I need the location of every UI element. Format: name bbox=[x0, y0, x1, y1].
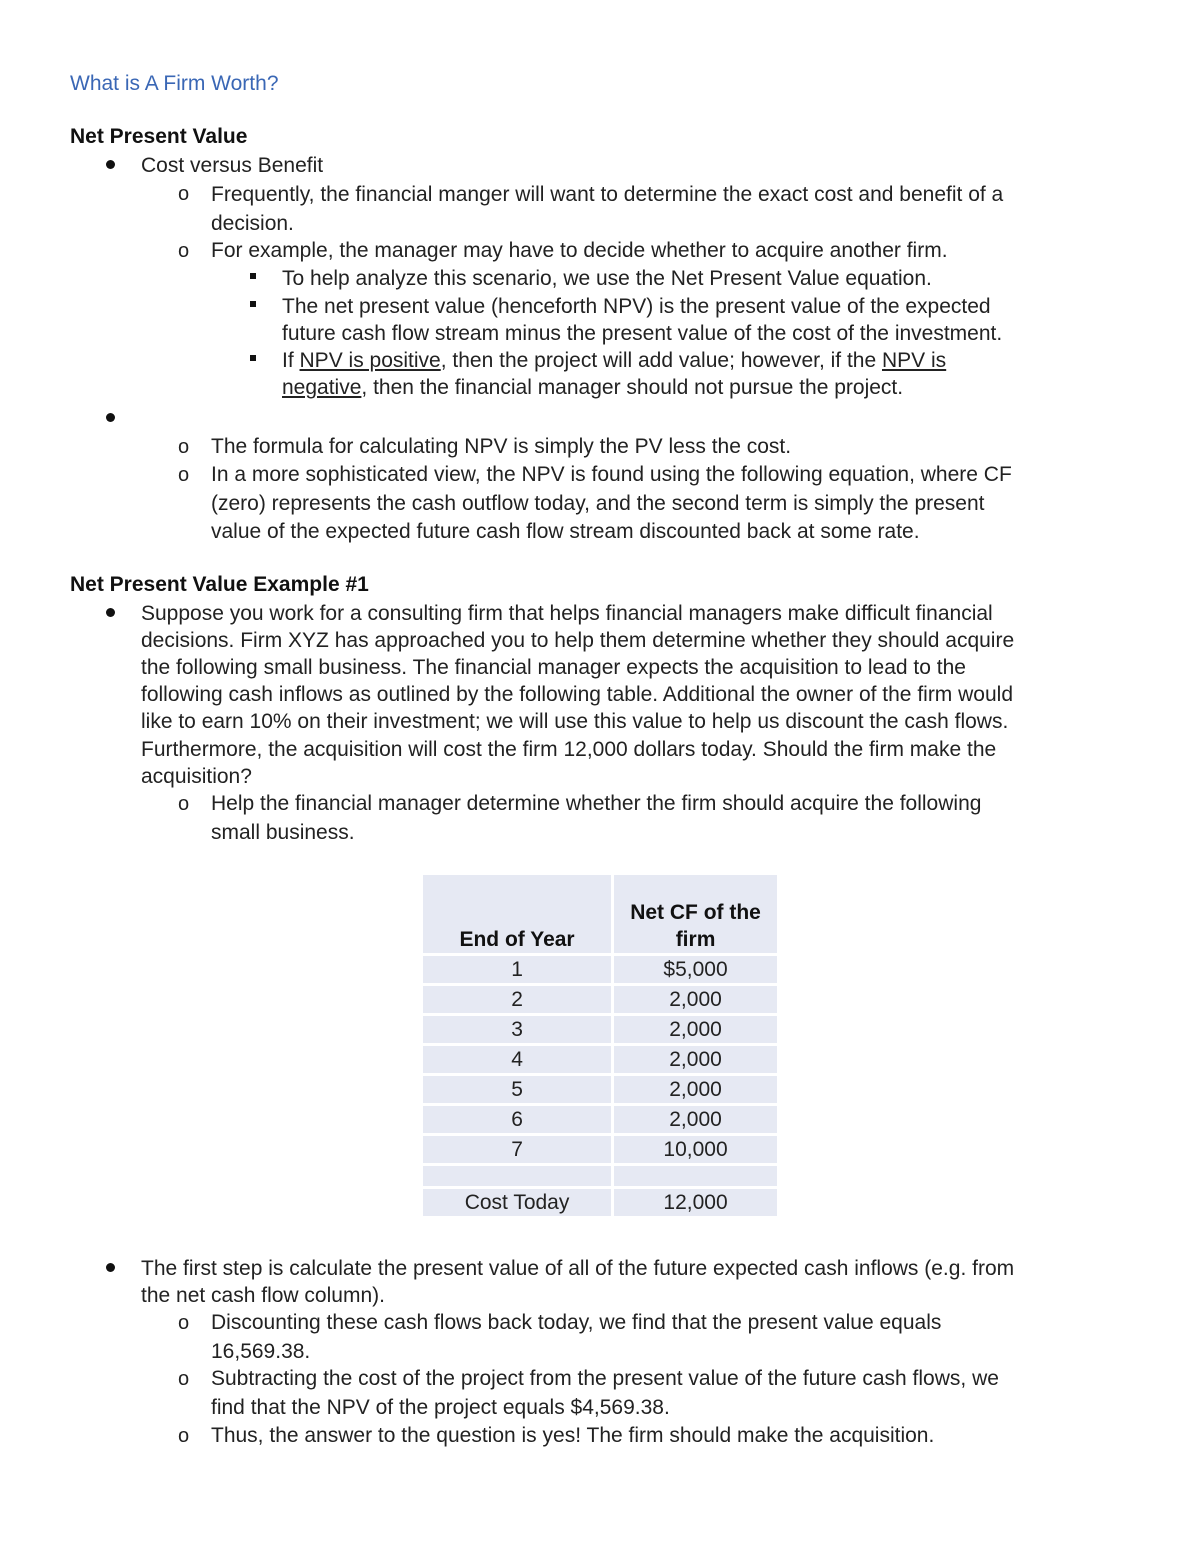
underlined-text: NPV is bbox=[882, 349, 947, 372]
list-item-text: small business. bbox=[211, 821, 355, 844]
page-title: What is A Firm Worth? bbox=[70, 72, 279, 95]
list-item-text bbox=[282, 347, 946, 374]
underlined-text: NPV is positive bbox=[299, 349, 441, 372]
table-row-empty bbox=[423, 1166, 777, 1186]
header-line: firm bbox=[675, 928, 716, 951]
cf-cell: $5,000 bbox=[614, 956, 777, 983]
bullet-cost-benefit: Cost versus Benefit bbox=[141, 154, 324, 177]
bullet-dot bbox=[106, 413, 115, 422]
list-item-text: future cash flow stream minus the present value of the cost of the investment. bbox=[282, 322, 1003, 345]
bullet-circle: o bbox=[178, 436, 190, 458]
text-run: , then the financial manager should not pursue the project. bbox=[361, 376, 904, 399]
empty-cell bbox=[423, 1166, 611, 1186]
cf-cell: 2,000 bbox=[614, 1076, 777, 1103]
year-cell: 6 bbox=[423, 1106, 611, 1133]
list-item-text: Help the financial manager determine whether the firm should acquire the following bbox=[211, 792, 982, 815]
list-item-text: In a more sophisticated view, the NPV is found using the following equation, where CF bbox=[211, 463, 1012, 486]
bullet-square bbox=[250, 273, 256, 279]
bullet-dot bbox=[106, 608, 115, 617]
year-cell: 2 bbox=[423, 986, 611, 1013]
bullet-circle: o bbox=[178, 1425, 190, 1447]
header-end-of-year: End of Year bbox=[423, 875, 611, 953]
table-row bbox=[423, 1136, 777, 1163]
list-item-text: The formula for calculating NPV is simply the PV less the cost. bbox=[211, 435, 792, 458]
table-row bbox=[423, 986, 777, 1013]
year-cell: 5 bbox=[423, 1076, 611, 1103]
table-row bbox=[423, 1046, 777, 1073]
paragraph-line: Suppose you work for a consulting firm that helps financial managers make difficult financial bbox=[141, 602, 993, 625]
text-run: , then the project will add value; however, if the bbox=[440, 349, 882, 372]
list-item-text bbox=[282, 374, 903, 401]
header-line: Net CF of the bbox=[630, 901, 761, 924]
table-row bbox=[423, 956, 777, 983]
list-item-text: find that the NPV of the project equals $4,569.38. bbox=[211, 1396, 670, 1419]
table-row bbox=[423, 1076, 777, 1103]
table-row bbox=[423, 1016, 777, 1043]
list-item-text: value of the expected future cash flow stream discounted back at some rate. bbox=[211, 520, 920, 543]
cf-cell: 2,000 bbox=[614, 1046, 777, 1073]
bullet-circle: o bbox=[178, 464, 190, 486]
bullet-dot bbox=[106, 1263, 115, 1272]
bullet-circle: o bbox=[178, 183, 190, 205]
bullet-circle: o bbox=[178, 1312, 190, 1334]
cf-cell: 2,000 bbox=[614, 986, 777, 1013]
year-cell: 3 bbox=[423, 1016, 611, 1043]
paragraph-line: like to earn 10% on their investment; we will use this value to help us discount the cash flows. bbox=[141, 710, 1009, 733]
list-item-text: Discounting these cash flows back today, we find that the present value equals bbox=[211, 1311, 942, 1334]
paragraph-line: acquisition? bbox=[141, 765, 252, 788]
list-item-text: Frequently, the financial manger will want to determine the exact cost and benefit of a bbox=[211, 183, 1004, 206]
text-run: If bbox=[282, 349, 300, 372]
list-item-text: For example, the manager may have to decide whether to acquire another firm. bbox=[211, 239, 948, 262]
year-cell: 4 bbox=[423, 1046, 611, 1073]
section-heading-npv: Net Present Value bbox=[70, 125, 248, 148]
bullet-square bbox=[250, 301, 256, 307]
cash-flow-table bbox=[420, 872, 780, 1219]
table-header-row bbox=[423, 875, 777, 953]
list-item-text: decision. bbox=[211, 212, 294, 235]
paragraph-line: the net cash flow column). bbox=[141, 1284, 385, 1307]
year-cell: 7 bbox=[423, 1136, 611, 1163]
list-item-text: To help analyze this scenario, we use the Net Present Value equation. bbox=[282, 267, 932, 290]
paragraph-line: the following small business. The financial manager expects the acquisition to lead to the bbox=[141, 656, 966, 679]
year-cell: 1 bbox=[423, 956, 611, 983]
cost-label-cell: Cost Today bbox=[423, 1189, 611, 1216]
paragraph-line: Furthermore, the acquisition will cost the firm 12,000 dollars today. Should the firm make the bbox=[141, 738, 997, 761]
list-item-text: The net present value (henceforth NPV) is the present value of the expected bbox=[282, 295, 991, 318]
cf-cell: 10,000 bbox=[614, 1136, 777, 1163]
bullet-circle: o bbox=[178, 240, 190, 262]
empty-cell bbox=[614, 1166, 777, 1186]
table-row bbox=[423, 1106, 777, 1133]
bullet-square bbox=[250, 355, 256, 361]
cost-value-cell: 12,000 bbox=[614, 1189, 777, 1216]
list-item-text: 16,569.38. bbox=[211, 1340, 311, 1363]
list-item-text: Thus, the answer to the question is yes! The firm should make the acquisition. bbox=[211, 1424, 935, 1447]
header-net-cf bbox=[614, 875, 777, 953]
table-row-cost bbox=[423, 1189, 777, 1216]
paragraph-line: The first step is calculate the present value of all of the future expected cash inflows (e.g. from bbox=[141, 1257, 1015, 1280]
cf-cell: 2,000 bbox=[614, 1106, 777, 1133]
bullet-circle: o bbox=[178, 1368, 190, 1390]
bullet-circle: o bbox=[178, 793, 190, 815]
cash-flow-grid bbox=[420, 872, 780, 1219]
cf-cell: 2,000 bbox=[614, 1016, 777, 1043]
bullet-dot bbox=[106, 160, 115, 169]
paragraph-line: decisions. Firm XYZ has approached you to help them determine whether they should acquire bbox=[141, 629, 1015, 652]
section-heading-example: Net Present Value Example #1 bbox=[70, 573, 369, 596]
list-item-text: (zero) represents the cash outflow today, and the second term is simply the present bbox=[211, 492, 985, 515]
list-item-text: Subtracting the cost of the project from the present value of the future cash flows, we bbox=[211, 1367, 999, 1390]
underlined-text: negative bbox=[282, 376, 362, 399]
paragraph-line: following cash inflows as outlined by the following table. Additional the owner of the firm would bbox=[141, 683, 1014, 706]
